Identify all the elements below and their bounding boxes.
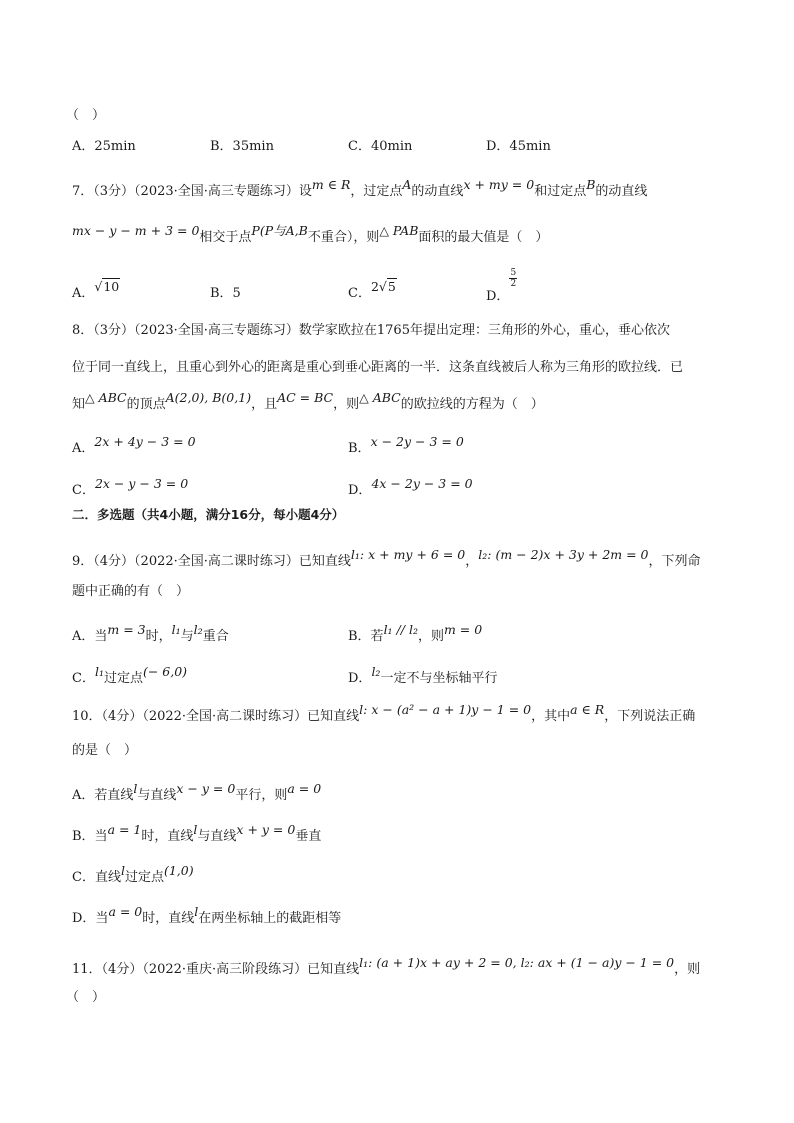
q9-l2-eq: l₂: (m − 2)x + 3y + 2m = 0 [478, 547, 649, 562]
q10-cond: a ∈ R [570, 702, 605, 717]
option-text: 在两坐标轴上的截距相等 [198, 911, 342, 926]
q10-option-a [72, 781, 322, 803]
math-expr: l₁ // l₂ [383, 622, 418, 637]
q10-option-c [72, 863, 194, 885]
option-equation: 2x + 4y − 3 = 0 [94, 434, 196, 449]
q6-option-a: A．25min [72, 139, 136, 154]
q10-text: ，下列说法正确 [604, 709, 696, 724]
math-expr: l [193, 822, 198, 837]
q10-text: ，其中 [531, 709, 571, 724]
q9-text: ， [465, 554, 479, 569]
option-text: 平行，则 [235, 788, 288, 803]
q9-option-b [348, 622, 483, 644]
option-text: C．直线 [72, 870, 121, 885]
q6-option-b: B．35min [210, 139, 274, 154]
q11-lines-eq: l₁: (a + 1)x + ay + 2 = 0, l₂: ax + (1 − a)y − 1 = 0 [359, 955, 675, 970]
math-expr: a = 1 [107, 822, 142, 837]
q8-option-b [348, 434, 464, 456]
fraction [509, 268, 517, 289]
q8-option-d [348, 476, 473, 498]
q9-option-a [72, 622, 229, 644]
radicand: 10 [103, 279, 120, 294]
q8-line-3 [72, 390, 544, 412]
math-expr: (1,0) [163, 863, 194, 878]
option-text: D． [348, 671, 372, 686]
math-expr: a = 0 [108, 904, 143, 919]
numerator: 5 [510, 268, 517, 278]
option-label: A． [72, 286, 95, 301]
q7-point-b: B [586, 177, 596, 192]
option-text: 时，直线 [142, 911, 195, 926]
q7-option-a [72, 279, 120, 301]
option-text: D．当 [72, 911, 109, 926]
q8-text: ，则 [333, 397, 360, 412]
q8-option-c [72, 476, 189, 498]
q9-option-c [72, 664, 188, 686]
math-expr: l₁ [94, 664, 104, 679]
math-expr: l [120, 863, 125, 878]
q9-line-2: 题中正确的有（ ） [72, 584, 190, 599]
q7-text: 的动直线 [595, 184, 648, 199]
option-text: ，则 [417, 629, 444, 644]
q11-line-2: （ ） [66, 990, 106, 1005]
q8-triangle: △ ABC [85, 390, 127, 405]
q7-line-1 [72, 177, 648, 199]
denominator: 2 [510, 279, 517, 289]
q7-line-2 [72, 223, 549, 245]
q7-text: 的动直线 [411, 184, 464, 199]
q7-option-d [486, 268, 517, 304]
section-heading: 二．多选题（共4小题，满分16分，每小题4分） [72, 507, 345, 522]
q7-triangle: △ PAB [379, 223, 419, 238]
q6-option-d: D．45min [486, 139, 551, 154]
q7-option-c [348, 279, 397, 301]
math-expr: m = 3 [107, 622, 146, 637]
q8-text: ，且 [251, 397, 278, 412]
option-equation: 4x − 2y − 3 = 0 [371, 476, 473, 491]
q9-text: ，下列命 [648, 554, 701, 569]
option-label: C． [72, 483, 95, 498]
q10-line-2: 的是（ ） [72, 743, 138, 758]
q10-l-eq: l: x − (a² − a + 1)y − 1 = 0 [359, 702, 532, 717]
option-text: 时， [145, 629, 172, 644]
q8-line-2: 位于同一直线上，且重心到外心的距离是重心到垂心距离的一半．这条直线被后人称为三角形的欧拉线．已 [72, 360, 684, 375]
q10-option-b [72, 822, 322, 844]
option-label: A． [72, 441, 95, 456]
q7-text: 不重合），则 [307, 230, 380, 245]
q7-line1-eq: x + my = 0 [463, 177, 535, 192]
coefficient: 2 [370, 279, 379, 294]
q10-option-d [72, 904, 342, 926]
q9-line-1 [72, 547, 701, 569]
option-text: A．当 [72, 629, 108, 644]
q8-text: 的欧拉线的方程为（ ） [400, 397, 544, 412]
option-text: C． [72, 671, 95, 686]
option-label: B． [348, 441, 371, 456]
math-expr: a = 0 [287, 781, 322, 796]
option-text: 垂直 [295, 829, 322, 844]
q7-option-b: B．5 [210, 286, 241, 301]
option-text: 重合 [202, 629, 229, 644]
radicand: 5 [387, 279, 396, 294]
q8-option-a [72, 434, 196, 456]
q7-prefix: 7．（3分）（2023·全国·高三专题练习）设 [72, 184, 312, 199]
math-expr: x + y = 0 [236, 822, 296, 837]
option-text: 时，直线 [141, 829, 194, 844]
q11-text: ，则 [674, 962, 701, 977]
q9-prefix: 9．（4分）（2022·全国·高二课时练习）已知直线 [72, 554, 351, 569]
option-equation: x − 2y − 3 = 0 [370, 434, 464, 449]
option-equation: 2x − y − 3 = 0 [94, 476, 189, 491]
q7-line2-eq: mx − y − m + 3 = 0 [72, 223, 200, 238]
math-expr: l [133, 781, 138, 796]
q7-point-p: P(P与A,B [251, 223, 308, 238]
q10-line-1 [72, 702, 696, 724]
option-text: B．当 [72, 829, 108, 844]
q11-prefix: 11．（4分）（2022·重庆·高三阶段练习）已知直线 [72, 962, 360, 977]
q7-text: 相交于点 [199, 230, 252, 245]
q7-cond: m ∈ R [311, 177, 351, 192]
q7-text: 面积的最大值是（ ） [418, 230, 549, 245]
option-label: C． [348, 286, 371, 301]
option-text: 与直线 [137, 788, 177, 803]
q11-line-1 [72, 955, 701, 977]
q8-text: 知 [72, 397, 86, 412]
math-expr: l₁ [171, 622, 181, 637]
math-expr: x − y = 0 [176, 781, 236, 796]
q8-vertices: A(2,0), B(0,1) [165, 390, 252, 405]
q8-triangle: △ ABC [359, 390, 401, 405]
option-text: B．若 [348, 629, 384, 644]
option-text: 与 [180, 629, 194, 644]
option-text: 与直线 [197, 829, 237, 844]
q7-text: ，过定点 [350, 184, 403, 199]
option-text: 一定不与坐标轴平行 [380, 671, 498, 686]
option-text: A．若直线 [72, 788, 134, 803]
q7-text: 和过定点 [534, 184, 587, 199]
q8-line-1: 8．（3分）（2023·全国·高三专题练习）数学家欧拉在1765年提出定理：三角形的外心，重心，垂心依次 [72, 323, 670, 338]
option-label: D． [486, 289, 510, 304]
q9-option-d [348, 664, 498, 686]
math-expr: (− 6,0) [142, 664, 188, 679]
math-expr: m = 0 [443, 622, 483, 637]
math-expr: l₂ [371, 664, 381, 679]
q9-l1-eq: l₁: x + my + 6 = 0 [350, 547, 466, 562]
option-text: 过定点 [124, 870, 164, 885]
q8-equality: AC = BC [277, 390, 334, 405]
q8-text: 的顶点 [126, 397, 166, 412]
math-expr: l₂ [193, 622, 203, 637]
q6-paren: （ ） [66, 108, 106, 123]
option-text: 过定点 [103, 671, 143, 686]
q7-point-a: A [402, 177, 412, 192]
sqrt-expression: 2√5 [370, 279, 396, 294]
math-expr: l [194, 904, 199, 919]
q10-prefix: 10．（4分）（2022·全国·高二课时练习）已知直线 [72, 709, 360, 724]
q6-option-c: C．40min [348, 139, 413, 154]
sqrt-expression: √10 [94, 279, 120, 294]
option-label: D． [348, 483, 372, 498]
